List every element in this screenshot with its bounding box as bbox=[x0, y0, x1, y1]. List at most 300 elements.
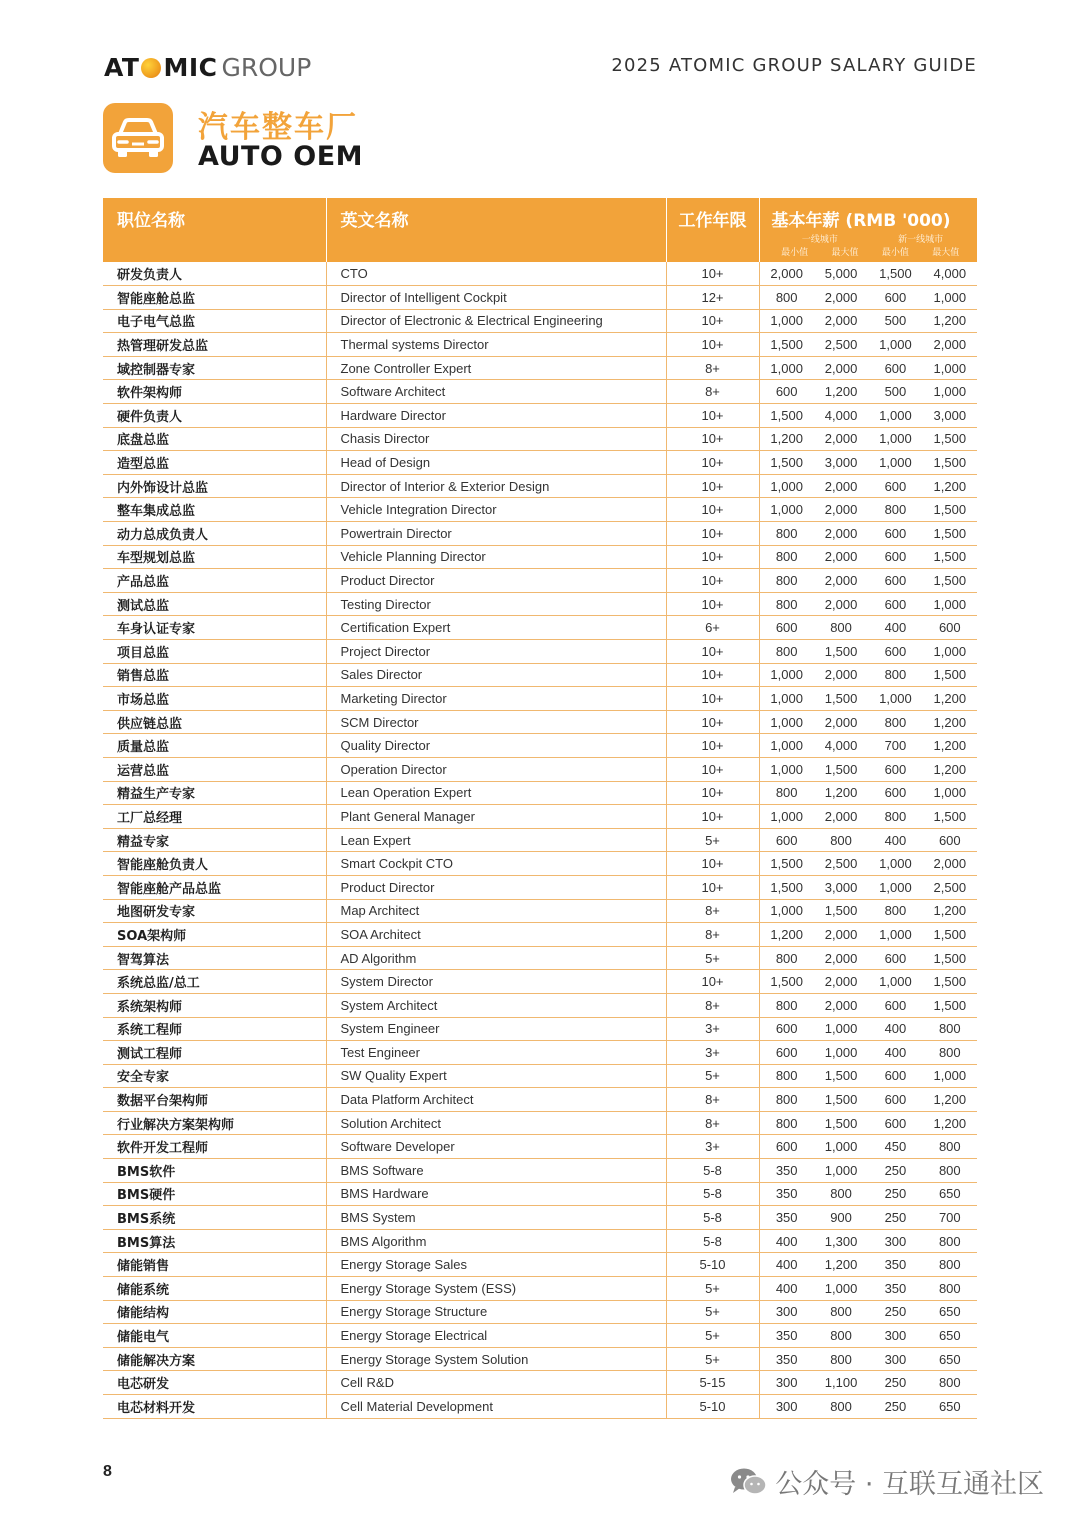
table-row bbox=[103, 1064, 977, 1088]
role-zh-cell: 车身认证专家 bbox=[103, 616, 326, 640]
salary-cell bbox=[759, 852, 977, 876]
role-en-cell: System Architect bbox=[326, 993, 666, 1017]
tier1-max-value: 1,200 bbox=[824, 384, 858, 400]
tier2-max-value: 1,200 bbox=[933, 1115, 967, 1131]
tier1-min-value: 1,000 bbox=[770, 667, 803, 683]
tier1-max-value: 800 bbox=[830, 1186, 852, 1202]
table-row bbox=[103, 1347, 977, 1371]
years-cell: 10+ bbox=[666, 781, 759, 805]
table-row bbox=[103, 710, 977, 734]
role-en-cell: Testing Director bbox=[326, 592, 666, 616]
role-zh-cell: 热管理研发总监 bbox=[103, 333, 326, 357]
role-zh-cell: 安全专家 bbox=[103, 1064, 326, 1088]
table-row bbox=[103, 1324, 977, 1348]
tier2-max-value: 1,500 bbox=[933, 573, 967, 589]
role-en-cell: Software Developer bbox=[326, 1135, 666, 1159]
salary-cell bbox=[759, 1229, 977, 1253]
table-row bbox=[103, 970, 977, 994]
tier2-min-value: 600 bbox=[884, 289, 907, 305]
role-zh-cell: BMS算法 bbox=[103, 1229, 326, 1253]
years-cell: 10+ bbox=[666, 710, 759, 734]
header-salary-label: 基本年薪 (RMB '000) bbox=[771, 211, 951, 231]
tier1-min-value: 300 bbox=[775, 1398, 798, 1414]
tier2-max-value: 1,200 bbox=[933, 690, 967, 706]
table-row bbox=[103, 427, 977, 451]
table-row bbox=[103, 946, 977, 970]
tier2-min-value: 400 bbox=[884, 832, 907, 848]
header-salary bbox=[759, 198, 977, 262]
tier2-min-value: 600 bbox=[884, 525, 907, 541]
table-row bbox=[103, 286, 977, 310]
salary-cell bbox=[759, 710, 977, 734]
tier1-min-value: 400 bbox=[775, 1233, 798, 1249]
tier1-min-value: 1,000 bbox=[770, 478, 803, 494]
role-en-cell: Operation Director bbox=[326, 757, 666, 781]
tier1-min-value: 800 bbox=[775, 785, 798, 801]
tier2-max-value: 1,500 bbox=[933, 525, 967, 541]
tier1-min-value: 1,500 bbox=[770, 407, 803, 423]
header-role-en: 英文名称 bbox=[326, 198, 666, 262]
tier2-max-value: 1,200 bbox=[933, 903, 967, 919]
tier1-max-value: 2,000 bbox=[824, 950, 858, 966]
tier2-max-value: 800 bbox=[938, 1257, 961, 1273]
table-row bbox=[103, 569, 977, 593]
salary-cell bbox=[759, 545, 977, 569]
role-en-cell: Energy Storage Electrical bbox=[326, 1324, 666, 1348]
tier2-min-value: 1,000 bbox=[879, 879, 912, 895]
role-en-cell: System Director bbox=[326, 970, 666, 994]
table-row bbox=[103, 899, 977, 923]
tier2-min-value: 300 bbox=[884, 1328, 907, 1344]
role-zh-cell: BMS硬件 bbox=[103, 1182, 326, 1206]
role-en-cell: Director of Intelligent Cockpit bbox=[326, 286, 666, 310]
header-tier2: 新一线城市 bbox=[898, 235, 944, 245]
tier2-max-value: 1,500 bbox=[933, 808, 967, 824]
salary-cell bbox=[759, 1300, 977, 1324]
tier1-max-value: 1,200 bbox=[824, 1257, 858, 1273]
years-cell: 10+ bbox=[666, 875, 759, 899]
table-row bbox=[103, 1300, 977, 1324]
tier2-min-value: 1,000 bbox=[879, 856, 912, 872]
role-zh-cell: 储能销售 bbox=[103, 1253, 326, 1277]
table-row bbox=[103, 522, 977, 546]
years-cell: 10+ bbox=[666, 640, 759, 664]
tier1-max-value: 5,000 bbox=[824, 266, 858, 282]
role-zh-cell: 域控制器专家 bbox=[103, 356, 326, 380]
tier2-min-value: 400 bbox=[884, 620, 907, 636]
tier2-max-value: 1,000 bbox=[933, 360, 967, 376]
years-cell: 5-8 bbox=[666, 1229, 759, 1253]
role-en-cell: BMS Hardware bbox=[326, 1182, 666, 1206]
salary-cell bbox=[759, 522, 977, 546]
years-cell: 12+ bbox=[666, 286, 759, 310]
tier2-max-value: 800 bbox=[938, 1375, 961, 1391]
tier2-min-value: 800 bbox=[884, 903, 907, 919]
atomic-group-logo bbox=[104, 52, 311, 82]
tier1-max-value: 2,000 bbox=[824, 549, 858, 565]
years-cell: 5-15 bbox=[666, 1371, 759, 1395]
role-zh-cell: BMS系统 bbox=[103, 1206, 326, 1230]
tier2-min-value: 250 bbox=[884, 1186, 907, 1202]
section-title-en: AUTO OEM bbox=[198, 141, 364, 172]
role-zh-cell: 系统工程师 bbox=[103, 1017, 326, 1041]
tier2-min-value: 600 bbox=[884, 360, 907, 376]
salary-cell bbox=[759, 805, 977, 829]
tier1-max-value: 2,000 bbox=[824, 596, 858, 612]
logo-text-left: AT bbox=[104, 52, 140, 82]
table-row bbox=[103, 781, 977, 805]
tier2-min-value: 600 bbox=[884, 596, 907, 612]
tier1-max-value: 2,000 bbox=[824, 926, 858, 942]
table-row bbox=[103, 828, 977, 852]
role-en-cell: BMS Software bbox=[326, 1159, 666, 1183]
tier2-max-value: 800 bbox=[938, 1139, 961, 1155]
role-en-cell: Energy Storage Sales bbox=[326, 1253, 666, 1277]
tier2-max-value: 1,200 bbox=[933, 761, 967, 777]
tier2-min-value: 300 bbox=[884, 1233, 907, 1249]
tier2-min-value: 1,500 bbox=[879, 266, 912, 282]
salary-cell bbox=[759, 1111, 977, 1135]
tier1-min-value: 1,000 bbox=[770, 808, 803, 824]
salary-cell bbox=[759, 1253, 977, 1277]
tier1-min-value: 1,000 bbox=[770, 714, 803, 730]
table-row bbox=[103, 404, 977, 428]
tier2-max-value: 650 bbox=[938, 1351, 961, 1367]
salary-cell bbox=[759, 1159, 977, 1183]
tier2-min-value: 1,000 bbox=[879, 974, 912, 990]
years-cell: 6+ bbox=[666, 616, 759, 640]
role-zh-cell: 市场总监 bbox=[103, 687, 326, 711]
role-en-cell: Cell Material Development bbox=[326, 1395, 666, 1419]
role-zh-cell: 项目总监 bbox=[103, 640, 326, 664]
tier2-min-value: 600 bbox=[884, 785, 907, 801]
tier2-min-value: 500 bbox=[884, 313, 907, 329]
years-cell: 5+ bbox=[666, 1324, 759, 1348]
years-cell: 10+ bbox=[666, 451, 759, 475]
tier1-min-value: 800 bbox=[775, 289, 798, 305]
years-cell: 5+ bbox=[666, 1300, 759, 1324]
tier1-min-value: 350 bbox=[775, 1162, 798, 1178]
tier2-min-value: 600 bbox=[884, 1115, 907, 1131]
table-row bbox=[103, 1159, 977, 1183]
tier1-max-value: 1,500 bbox=[824, 690, 858, 706]
tier2-max-value: 700 bbox=[938, 1210, 961, 1226]
years-cell: 8+ bbox=[666, 1111, 759, 1135]
tier2-max-value: 1,000 bbox=[933, 596, 967, 612]
years-cell: 5-8 bbox=[666, 1206, 759, 1230]
years-cell: 10+ bbox=[666, 404, 759, 428]
role-zh-cell: 储能系统 bbox=[103, 1277, 326, 1301]
tier2-max-value: 1,500 bbox=[933, 667, 967, 683]
table-row bbox=[103, 1017, 977, 1041]
tier1-max-value: 2,000 bbox=[824, 808, 858, 824]
salary-cell bbox=[759, 993, 977, 1017]
years-cell: 10+ bbox=[666, 970, 759, 994]
tier1-min-value: 1,000 bbox=[770, 313, 803, 329]
role-zh-cell: 运营总监 bbox=[103, 757, 326, 781]
role-en-cell: Cell R&D bbox=[326, 1371, 666, 1395]
role-en-cell: BMS System bbox=[326, 1206, 666, 1230]
tier2-min-value: 600 bbox=[884, 643, 907, 659]
tier2-min-value: 600 bbox=[884, 1092, 907, 1108]
tier2-max-value: 1,000 bbox=[933, 1068, 967, 1084]
tier1-max-value: 800 bbox=[830, 832, 852, 848]
tier1-max-value: 2,000 bbox=[824, 313, 858, 329]
header-role-zh: 职位名称 bbox=[103, 198, 326, 262]
tier2-max-value: 1,500 bbox=[933, 974, 967, 990]
role-zh-cell: 储能结构 bbox=[103, 1300, 326, 1324]
salary-cell bbox=[759, 687, 977, 711]
role-en-cell: Energy Storage System (ESS) bbox=[326, 1277, 666, 1301]
role-zh-cell: 车型规划总监 bbox=[103, 545, 326, 569]
role-zh-cell: 供应链总监 bbox=[103, 710, 326, 734]
tier2-min-value: 600 bbox=[884, 950, 907, 966]
years-cell: 8+ bbox=[666, 356, 759, 380]
role-en-cell: Marketing Director bbox=[326, 687, 666, 711]
tier1-min-value: 600 bbox=[775, 832, 798, 848]
tier1-min-value: 800 bbox=[775, 525, 798, 541]
tier1-min-value: 1,500 bbox=[770, 337, 803, 353]
years-cell: 10+ bbox=[666, 663, 759, 687]
tier2-max-value: 800 bbox=[938, 1280, 961, 1296]
tier2-max-value: 650 bbox=[938, 1186, 961, 1202]
salary-cell bbox=[759, 569, 977, 593]
tier1-max-value: 2,000 bbox=[824, 431, 858, 447]
tier2-max-value: 1,500 bbox=[933, 431, 967, 447]
header-tier2-max: 最大值 bbox=[932, 248, 960, 258]
header-tier2-min: 最小值 bbox=[881, 248, 909, 258]
years-cell: 8+ bbox=[666, 380, 759, 404]
role-en-cell: Test Engineer bbox=[326, 1041, 666, 1065]
tier1-max-value: 3,000 bbox=[824, 455, 858, 471]
role-en-cell: Product Director bbox=[326, 569, 666, 593]
tier1-max-value: 2,000 bbox=[824, 974, 858, 990]
years-cell: 3+ bbox=[666, 1135, 759, 1159]
salary-cell bbox=[759, 1088, 977, 1112]
role-en-cell: Smart Cockpit CTO bbox=[326, 852, 666, 876]
tier1-min-value: 300 bbox=[775, 1375, 798, 1391]
salary-cell bbox=[759, 451, 977, 475]
tier2-max-value: 650 bbox=[938, 1304, 961, 1320]
tier2-min-value: 450 bbox=[884, 1139, 907, 1155]
table-row bbox=[103, 663, 977, 687]
role-zh-cell: 测试总监 bbox=[103, 592, 326, 616]
table-row bbox=[103, 356, 977, 380]
salary-cell bbox=[759, 427, 977, 451]
role-en-cell: Head of Design bbox=[326, 451, 666, 475]
tier1-max-value: 800 bbox=[830, 620, 852, 636]
table-row bbox=[103, 852, 977, 876]
tier2-min-value: 500 bbox=[884, 384, 907, 400]
tier1-min-value: 600 bbox=[775, 1021, 798, 1037]
tier2-min-value: 1,000 bbox=[879, 337, 912, 353]
tier1-max-value: 800 bbox=[830, 1351, 852, 1367]
years-cell: 8+ bbox=[666, 993, 759, 1017]
tier1-max-value: 2,500 bbox=[824, 337, 858, 353]
table-row bbox=[103, 923, 977, 947]
role-en-cell: Energy Storage System Solution bbox=[326, 1347, 666, 1371]
header-years: 工作年限 bbox=[666, 198, 759, 262]
table-row bbox=[103, 1088, 977, 1112]
tier1-min-value: 800 bbox=[775, 1068, 798, 1084]
role-zh-cell: 质量总监 bbox=[103, 734, 326, 758]
tier2-min-value: 400 bbox=[884, 1021, 907, 1037]
tier2-min-value: 1,000 bbox=[879, 455, 912, 471]
table-row bbox=[103, 993, 977, 1017]
tier2-max-value: 800 bbox=[938, 1021, 961, 1037]
salary-table bbox=[103, 198, 977, 1419]
role-en-cell: Vehicle Integration Director bbox=[326, 498, 666, 522]
role-zh-cell: 储能解决方案 bbox=[103, 1347, 326, 1371]
role-en-cell: CTO bbox=[326, 262, 666, 286]
tier1-min-value: 1,500 bbox=[770, 879, 803, 895]
role-en-cell: Map Architect bbox=[326, 899, 666, 923]
role-zh-cell: BMS软件 bbox=[103, 1159, 326, 1183]
role-en-cell: Software Architect bbox=[326, 380, 666, 404]
table-row bbox=[103, 1182, 977, 1206]
years-cell: 8+ bbox=[666, 899, 759, 923]
salary-cell bbox=[759, 1371, 977, 1395]
tier2-max-value: 600 bbox=[938, 620, 961, 636]
tier2-min-value: 250 bbox=[884, 1375, 907, 1391]
salary-cell bbox=[759, 757, 977, 781]
salary-cell bbox=[759, 828, 977, 852]
tier2-max-value: 2,000 bbox=[933, 337, 967, 353]
salary-cell bbox=[759, 1347, 977, 1371]
years-cell: 10+ bbox=[666, 498, 759, 522]
tier2-max-value: 1,000 bbox=[933, 785, 967, 801]
tier1-min-value: 350 bbox=[775, 1351, 798, 1367]
tier2-max-value: 2,000 bbox=[933, 856, 967, 872]
tier1-min-value: 1,200 bbox=[770, 431, 803, 447]
tier2-min-value: 600 bbox=[884, 1068, 907, 1084]
header-tier1-max: 最大值 bbox=[831, 248, 859, 258]
tier1-min-value: 1,500 bbox=[770, 974, 803, 990]
role-en-cell: SCM Director bbox=[326, 710, 666, 734]
role-zh-cell: 储能电气 bbox=[103, 1324, 326, 1348]
years-cell: 10+ bbox=[666, 687, 759, 711]
tier2-min-value: 600 bbox=[884, 573, 907, 589]
salary-cell bbox=[759, 498, 977, 522]
salary-cell bbox=[759, 1277, 977, 1301]
table-header-row bbox=[103, 198, 977, 262]
tier2-max-value: 1,500 bbox=[933, 502, 967, 518]
tier2-max-value: 1,500 bbox=[933, 455, 967, 471]
role-zh-cell: 智能座舱产品总监 bbox=[103, 875, 326, 899]
salary-cell bbox=[759, 923, 977, 947]
years-cell: 10+ bbox=[666, 592, 759, 616]
salary-cell bbox=[759, 262, 977, 286]
tier2-min-value: 700 bbox=[884, 738, 907, 754]
tier1-max-value: 1,000 bbox=[824, 1139, 858, 1155]
role-en-cell: Certification Expert bbox=[326, 616, 666, 640]
salary-cell bbox=[759, 1324, 977, 1348]
years-cell: 10+ bbox=[666, 805, 759, 829]
tier2-min-value: 400 bbox=[884, 1044, 907, 1060]
role-en-cell: Director of Interior & Exterior Design bbox=[326, 474, 666, 498]
tier2-min-value: 600 bbox=[884, 997, 907, 1013]
tier1-min-value: 400 bbox=[775, 1280, 798, 1296]
salary-cell bbox=[759, 875, 977, 899]
table-row bbox=[103, 451, 977, 475]
role-en-cell: System Engineer bbox=[326, 1017, 666, 1041]
role-en-cell: Lean Expert bbox=[326, 828, 666, 852]
role-zh-cell: 电芯研发 bbox=[103, 1371, 326, 1395]
tier1-min-value: 1,500 bbox=[770, 856, 803, 872]
years-cell: 10+ bbox=[666, 545, 759, 569]
salary-cell bbox=[759, 781, 977, 805]
tier1-min-value: 800 bbox=[775, 1115, 798, 1131]
tier2-max-value: 2,500 bbox=[933, 879, 967, 895]
tier1-max-value: 1,000 bbox=[824, 1162, 858, 1178]
tier1-max-value: 2,000 bbox=[824, 478, 858, 494]
role-zh-cell: 产品总监 bbox=[103, 569, 326, 593]
header-city-tiers bbox=[770, 232, 972, 245]
tier2-max-value: 650 bbox=[938, 1398, 961, 1414]
car-icon bbox=[103, 103, 173, 173]
years-cell: 5-10 bbox=[666, 1253, 759, 1277]
role-zh-cell: 销售总监 bbox=[103, 663, 326, 687]
role-zh-cell: 智驾算法 bbox=[103, 946, 326, 970]
tier1-max-value: 800 bbox=[830, 1328, 852, 1344]
tier1-min-value: 400 bbox=[775, 1257, 798, 1273]
tier1-max-value: 2,000 bbox=[824, 289, 858, 305]
tier2-max-value: 800 bbox=[938, 1233, 961, 1249]
tier2-min-value: 800 bbox=[884, 502, 907, 518]
tier2-max-value: 1,200 bbox=[933, 478, 967, 494]
tier1-min-value: 1,000 bbox=[770, 761, 803, 777]
tier2-max-value: 1,000 bbox=[933, 384, 967, 400]
tier1-max-value: 4,000 bbox=[824, 407, 858, 423]
salary-cell bbox=[759, 1135, 977, 1159]
tier2-min-value: 800 bbox=[884, 808, 907, 824]
years-cell: 10+ bbox=[666, 852, 759, 876]
salary-cell bbox=[759, 734, 977, 758]
table-row bbox=[103, 1111, 977, 1135]
salary-cell bbox=[759, 616, 977, 640]
salary-cell bbox=[759, 333, 977, 357]
table-row bbox=[103, 1277, 977, 1301]
tier2-max-value: 1,200 bbox=[933, 738, 967, 754]
tier2-max-value: 800 bbox=[938, 1162, 961, 1178]
salary-cell bbox=[759, 899, 977, 923]
tier1-min-value: 600 bbox=[775, 1044, 798, 1060]
table-row bbox=[103, 380, 977, 404]
tier1-max-value: 1,000 bbox=[824, 1021, 858, 1037]
tier1-max-value: 800 bbox=[830, 1304, 852, 1320]
tier1-max-value: 1,200 bbox=[824, 785, 858, 801]
role-en-cell: Powertrain Director bbox=[326, 522, 666, 546]
table-row bbox=[103, 875, 977, 899]
tier2-min-value: 600 bbox=[884, 549, 907, 565]
salary-cell bbox=[759, 286, 977, 310]
years-cell: 3+ bbox=[666, 1017, 759, 1041]
tier2-min-value: 350 bbox=[884, 1257, 907, 1273]
years-cell: 5-8 bbox=[666, 1182, 759, 1206]
role-zh-cell: SOA架构师 bbox=[103, 923, 326, 947]
table-row bbox=[103, 309, 977, 333]
role-en-cell: Sales Director bbox=[326, 663, 666, 687]
role-zh-cell: 系统架构师 bbox=[103, 993, 326, 1017]
tier1-min-value: 350 bbox=[775, 1210, 798, 1226]
tier2-min-value: 1,000 bbox=[879, 431, 912, 447]
tier1-min-value: 800 bbox=[775, 596, 798, 612]
years-cell: 8+ bbox=[666, 1088, 759, 1112]
tier1-min-value: 1,200 bbox=[770, 926, 803, 942]
role-en-cell: Solution Architect bbox=[326, 1111, 666, 1135]
tier1-min-value: 1,000 bbox=[770, 360, 803, 376]
tier2-max-value: 3,000 bbox=[933, 407, 967, 423]
